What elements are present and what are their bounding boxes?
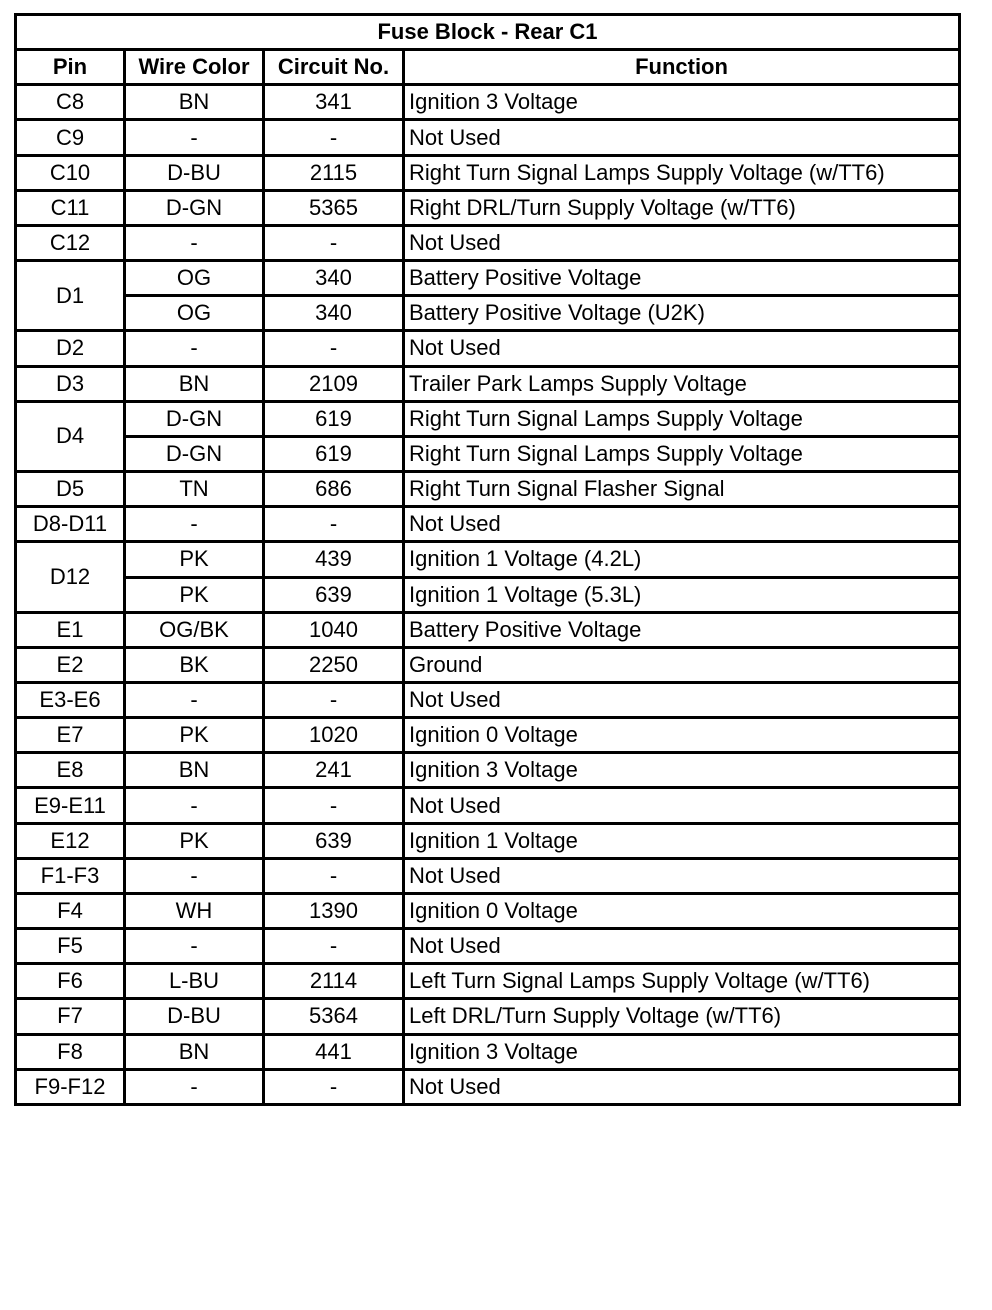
wire-color-cell: BN bbox=[125, 85, 264, 120]
table-row bbox=[16, 366, 960, 401]
function-cell: Battery Positive Voltage bbox=[404, 612, 960, 647]
wire-color-cell: - bbox=[125, 682, 264, 717]
pin-cell: C10 bbox=[16, 155, 125, 190]
circuit-no-cell: - bbox=[264, 858, 404, 893]
function-cell: Not Used bbox=[404, 120, 960, 155]
wire-color-cell: - bbox=[125, 1069, 264, 1104]
circuit-no-cell: 340 bbox=[264, 261, 404, 296]
wire-color-cell: OG/BK bbox=[125, 612, 264, 647]
circuit-no-cell: - bbox=[264, 225, 404, 260]
pin-cell: D8-D11 bbox=[16, 507, 125, 542]
wire-color-cell: PK bbox=[125, 542, 264, 577]
wire-color-cell: BN bbox=[125, 1034, 264, 1069]
pin-cell: F4 bbox=[16, 893, 125, 928]
wire-color-cell: L-BU bbox=[125, 964, 264, 999]
pin-cell: E12 bbox=[16, 823, 125, 858]
table-row bbox=[16, 788, 960, 823]
pin-cell: D5 bbox=[16, 472, 125, 507]
circuit-no-cell: - bbox=[264, 120, 404, 155]
table-row bbox=[16, 120, 960, 155]
circuit-no-cell: 439 bbox=[264, 542, 404, 577]
function-cell: Ignition 0 Voltage bbox=[404, 893, 960, 928]
wire-color-cell: - bbox=[125, 120, 264, 155]
wire-color-cell: BN bbox=[125, 366, 264, 401]
pin-cell: F9-F12 bbox=[16, 1069, 125, 1104]
function-cell: Not Used bbox=[404, 682, 960, 717]
pin-cell: D2 bbox=[16, 331, 125, 366]
table-row bbox=[16, 612, 960, 647]
wire-color-cell: PK bbox=[125, 823, 264, 858]
title-row bbox=[16, 15, 960, 50]
table-row bbox=[16, 577, 960, 612]
table-row bbox=[16, 1034, 960, 1069]
function-cell: Right Turn Signal Flasher Signal bbox=[404, 472, 960, 507]
table-row bbox=[16, 436, 960, 471]
wire-color-cell: D-BU bbox=[125, 155, 264, 190]
wire-color-cell: OG bbox=[125, 296, 264, 331]
wire-color-cell: - bbox=[125, 929, 264, 964]
wire-color-cell: BN bbox=[125, 753, 264, 788]
table-row bbox=[16, 225, 960, 260]
function-cell: Ignition 3 Voltage bbox=[404, 753, 960, 788]
table-title: Fuse Block - Rear C1 bbox=[16, 15, 960, 50]
header-wire-color: Wire Color bbox=[125, 50, 264, 85]
table-row bbox=[16, 893, 960, 928]
circuit-no-cell: 1040 bbox=[264, 612, 404, 647]
function-cell: Left DRL/Turn Supply Voltage (w/TT6) bbox=[404, 999, 960, 1034]
function-cell: Right Turn Signal Lamps Supply Voltage bbox=[404, 401, 960, 436]
table-row bbox=[16, 964, 960, 999]
table-row bbox=[16, 999, 960, 1034]
table-row bbox=[16, 296, 960, 331]
circuit-no-cell: - bbox=[264, 1069, 404, 1104]
function-cell: Ignition 3 Voltage bbox=[404, 1034, 960, 1069]
fuse-block-table bbox=[14, 13, 961, 1106]
table-row bbox=[16, 472, 960, 507]
function-cell: Left Turn Signal Lamps Supply Voltage (w/TT6) bbox=[404, 964, 960, 999]
table-row bbox=[16, 85, 960, 120]
pin-cell: E7 bbox=[16, 718, 125, 753]
header-row bbox=[16, 50, 960, 85]
pin-cell: E3-E6 bbox=[16, 682, 125, 717]
wire-color-cell: - bbox=[125, 331, 264, 366]
wire-color-cell: - bbox=[125, 858, 264, 893]
pin-cell: E2 bbox=[16, 647, 125, 682]
function-cell: Battery Positive Voltage bbox=[404, 261, 960, 296]
circuit-no-cell: 1390 bbox=[264, 893, 404, 928]
table-row bbox=[16, 858, 960, 893]
circuit-no-cell: - bbox=[264, 331, 404, 366]
pin-cell: E8 bbox=[16, 753, 125, 788]
function-cell: Ignition 1 Voltage (5.3L) bbox=[404, 577, 960, 612]
circuit-no-cell: 441 bbox=[264, 1034, 404, 1069]
table-row bbox=[16, 401, 960, 436]
circuit-no-cell: 686 bbox=[264, 472, 404, 507]
wire-color-cell: PK bbox=[125, 718, 264, 753]
pin-cell: D12 bbox=[16, 542, 125, 612]
circuit-no-cell: 241 bbox=[264, 753, 404, 788]
circuit-no-cell: 619 bbox=[264, 401, 404, 436]
wire-color-cell: OG bbox=[125, 261, 264, 296]
function-cell: Ignition 0 Voltage bbox=[404, 718, 960, 753]
circuit-no-cell: 341 bbox=[264, 85, 404, 120]
circuit-no-cell: 2250 bbox=[264, 647, 404, 682]
function-cell: Not Used bbox=[404, 788, 960, 823]
circuit-no-cell: 1020 bbox=[264, 718, 404, 753]
pin-cell: E1 bbox=[16, 612, 125, 647]
circuit-no-cell: 639 bbox=[264, 823, 404, 858]
wire-color-cell: PK bbox=[125, 577, 264, 612]
function-cell: Right DRL/Turn Supply Voltage (w/TT6) bbox=[404, 190, 960, 225]
circuit-no-cell: 2114 bbox=[264, 964, 404, 999]
table-row bbox=[16, 718, 960, 753]
pin-cell: E9-E11 bbox=[16, 788, 125, 823]
circuit-no-cell: 639 bbox=[264, 577, 404, 612]
wire-color-cell: TN bbox=[125, 472, 264, 507]
function-cell: Right Turn Signal Lamps Supply Voltage (w/TT6) bbox=[404, 155, 960, 190]
header-circuit-no: Circuit No. bbox=[264, 50, 404, 85]
circuit-no-cell: 2109 bbox=[264, 366, 404, 401]
wire-color-cell: - bbox=[125, 507, 264, 542]
table-row bbox=[16, 823, 960, 858]
pin-cell: F7 bbox=[16, 999, 125, 1034]
function-cell: Ignition 3 Voltage bbox=[404, 85, 960, 120]
pin-cell: F6 bbox=[16, 964, 125, 999]
pin-cell: D1 bbox=[16, 261, 125, 331]
table-row bbox=[16, 331, 960, 366]
pin-cell: C8 bbox=[16, 85, 125, 120]
function-cell: Not Used bbox=[404, 1069, 960, 1104]
function-cell: Battery Positive Voltage (U2K) bbox=[404, 296, 960, 331]
wire-color-cell: - bbox=[125, 788, 264, 823]
function-cell: Not Used bbox=[404, 225, 960, 260]
wire-color-cell: D-GN bbox=[125, 436, 264, 471]
circuit-no-cell: 2115 bbox=[264, 155, 404, 190]
pin-cell: C11 bbox=[16, 190, 125, 225]
circuit-no-cell: - bbox=[264, 929, 404, 964]
function-cell: Not Used bbox=[404, 507, 960, 542]
table-row bbox=[16, 929, 960, 964]
function-cell: Right Turn Signal Lamps Supply Voltage bbox=[404, 436, 960, 471]
wire-color-cell: BK bbox=[125, 647, 264, 682]
circuit-no-cell: 5364 bbox=[264, 999, 404, 1034]
table-row bbox=[16, 682, 960, 717]
table-row bbox=[16, 261, 960, 296]
function-cell: Not Used bbox=[404, 929, 960, 964]
wire-color-cell: D-GN bbox=[125, 190, 264, 225]
wire-color-cell: D-GN bbox=[125, 401, 264, 436]
table-row bbox=[16, 1069, 960, 1104]
table-row bbox=[16, 753, 960, 788]
pin-cell: D4 bbox=[16, 401, 125, 471]
table-row bbox=[16, 647, 960, 682]
circuit-no-cell: - bbox=[264, 682, 404, 717]
pin-cell: F1-F3 bbox=[16, 858, 125, 893]
wire-color-cell: WH bbox=[125, 893, 264, 928]
pin-cell: D3 bbox=[16, 366, 125, 401]
function-cell: Trailer Park Lamps Supply Voltage bbox=[404, 366, 960, 401]
header-function: Function bbox=[404, 50, 960, 85]
table-row bbox=[16, 542, 960, 577]
table-row bbox=[16, 155, 960, 190]
circuit-no-cell: - bbox=[264, 507, 404, 542]
function-cell: Ignition 1 Voltage (4.2L) bbox=[404, 542, 960, 577]
table-row bbox=[16, 507, 960, 542]
wire-color-cell: - bbox=[125, 225, 264, 260]
pin-cell: C9 bbox=[16, 120, 125, 155]
pin-cell: C12 bbox=[16, 225, 125, 260]
function-cell: Ignition 1 Voltage bbox=[404, 823, 960, 858]
circuit-no-cell: - bbox=[264, 788, 404, 823]
header-pin: Pin bbox=[16, 50, 125, 85]
circuit-no-cell: 5365 bbox=[264, 190, 404, 225]
circuit-no-cell: 619 bbox=[264, 436, 404, 471]
function-cell: Ground bbox=[404, 647, 960, 682]
table-row bbox=[16, 190, 960, 225]
function-cell: Not Used bbox=[404, 331, 960, 366]
wire-color-cell: D-BU bbox=[125, 999, 264, 1034]
table-body bbox=[16, 85, 960, 1105]
function-cell: Not Used bbox=[404, 858, 960, 893]
circuit-no-cell: 340 bbox=[264, 296, 404, 331]
pin-cell: F5 bbox=[16, 929, 125, 964]
pin-cell: F8 bbox=[16, 1034, 125, 1069]
